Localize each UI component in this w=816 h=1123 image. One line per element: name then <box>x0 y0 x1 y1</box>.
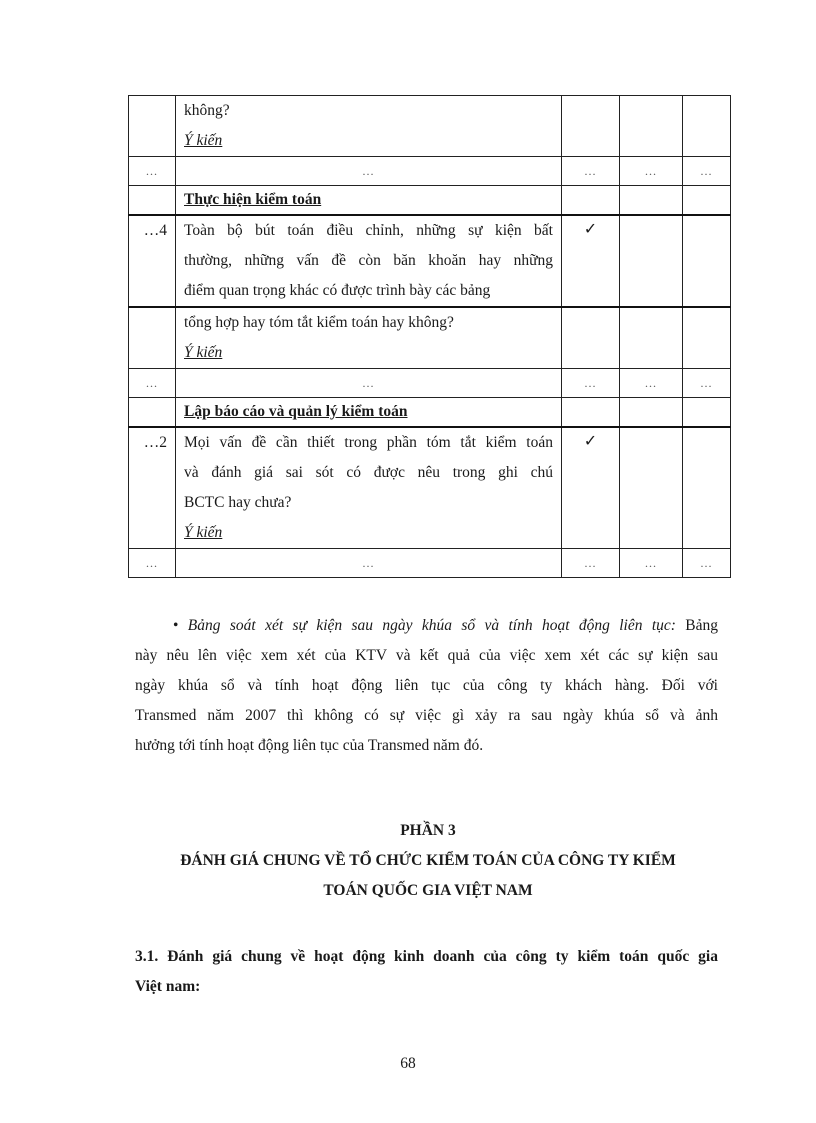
check-mark: ✓ <box>562 215 620 307</box>
question-text: không? <box>184 102 230 119</box>
body-paragraph: • Bảng soát xét sự kiện sau ngày khúa sổ và tính hoạt động liên tục: Bảng này nêu lên việc xem xét của KTV và kết quả của việc xem xét các sự kiện sau ngày khúa sổ và tính hoạt động liên tục của công ty khách hàng. Đối với Transmed năm 2007 thì không có sự việc gì xảy ra sau ngày khúa sổ và ảnh hưởng tới tính hoạt động liên tục của Transmed năm đó. <box>135 617 719 754</box>
question-text: BCTC hay chưa? <box>184 494 292 511</box>
table-row <box>129 427 731 549</box>
paragraph-title: Bảng soát xét sự kiện sau ngày khúa sổ và tính hoạt động liên tục: <box>187 617 676 634</box>
opinion-label: Ý kiến <box>184 524 223 541</box>
table-row: … … … … … <box>129 549 731 578</box>
opinion-label: Ý kiến <box>184 132 223 149</box>
question-text: Mọi vấn đề cần thiết trong phần tóm tắt kiểm toán <box>184 434 553 451</box>
row-number: …2 <box>129 427 176 549</box>
opinion-label: Ý kiến <box>184 344 223 361</box>
table-row: … … … … … <box>129 369 731 398</box>
table-row: … … … … … <box>129 157 731 186</box>
bullet-icon: • <box>173 617 179 634</box>
table-row <box>129 215 731 307</box>
table-row <box>129 307 731 369</box>
section-heading: 3.1. Đánh giá chung về hoạt động kinh doanh của công ty kiểm toán quốc gia Việt nam: <box>135 948 718 995</box>
section-row <box>129 398 731 428</box>
section-title: Lập báo cáo và quản lý kiểm toán <box>184 403 408 420</box>
part-title: PHẦN 3 <box>400 822 456 839</box>
part-heading-line: TOÁN QUỐC GIA VIỆT NAM <box>323 882 533 899</box>
question-text: điểm quan trọng khác có được trình bày các bảng <box>184 282 491 299</box>
check-mark: ✓ <box>562 427 620 549</box>
question-text: tổng hợp hay tóm tắt kiểm toán hay không? <box>184 314 454 331</box>
section-row <box>129 186 731 216</box>
question-text: Toàn bộ bút toán điều chỉnh, những sự kiện bất <box>184 222 553 239</box>
question-text: thường, những vấn đề còn băn khoăn hay những <box>184 252 553 269</box>
table-row <box>129 96 731 157</box>
part-heading-line: ĐÁNH GIÁ CHUNG VỀ TỔ CHỨC KIỂM TOÁN CỦA CÔNG TY KIỂM <box>180 852 676 869</box>
row-number: …4 <box>129 215 176 307</box>
section-title: Thực hiện kiểm toán <box>184 191 322 208</box>
page-number: 68 <box>400 1055 416 1072</box>
question-text: và đánh giá sai sót có được nêu trong ghi chú <box>184 464 553 481</box>
audit-checklist-table <box>128 95 731 578</box>
